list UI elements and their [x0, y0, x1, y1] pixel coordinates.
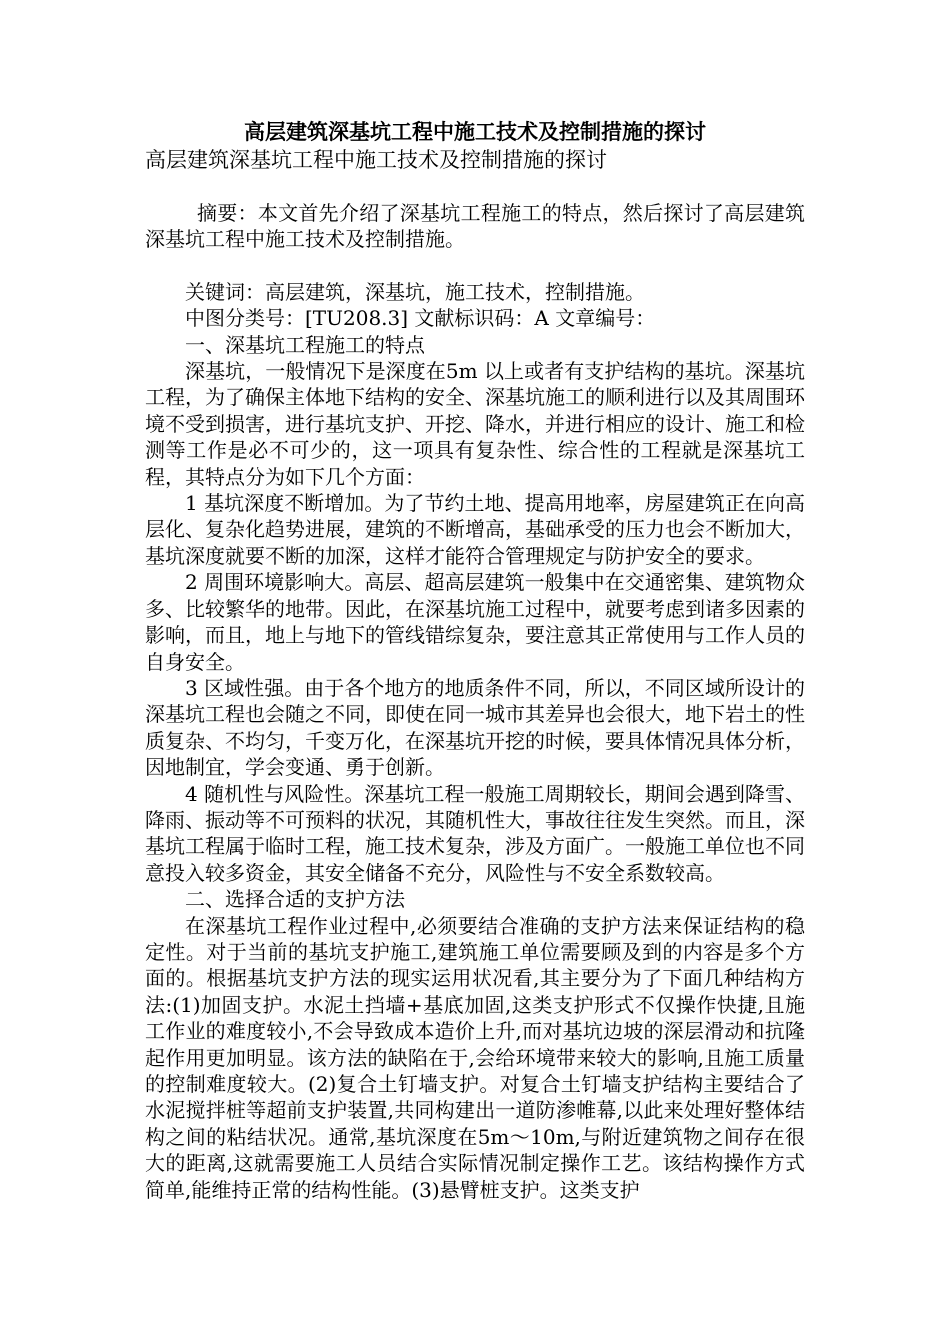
document-page — [145, 118, 805, 1203]
point-1-paragraph: 1 基坑深度不断增加。为了节约土地、提高用地率，房屋建筑正在向高层化、复杂化趋势进展，建筑的不断增高，基础承受的压力也会不断加大，基坑深度就要不断的加深，这样才能符合管理规定与防护安全的要求。 — [145, 491, 805, 568]
keywords-line: 关键词：高层建筑，深基坑，施工技术，控制措施。 — [185, 279, 645, 304]
spacer — [145, 174, 805, 200]
document-title: 高层建筑深基坑工程中施工技术及控制措施的探讨 — [244, 119, 706, 144]
point-4-paragraph: 4 随机性与风险性。深基坑工程一般施工周期较长，期间会遇到降雪、降雨、振动等不可预料的状况，其随机性大，事故往往发生突然。而且，深基坑工程属于临时工程，施工技术复杂，涉及方面广。一般施工单位也不同意投入较多资金，其安全储备不充分，风险性与不安全系数较高。 — [145, 781, 805, 885]
point-2-paragraph: 2 周围环境影响大。高层、超高层建筑一般集中在交通密集、建筑物众多、比较繁华的地带。因此，在深基坑施工过程中，就要考虑到诸多因素的影响，而且，地上与地下的管线错综复杂，要注意其正常使用与工作人员的自身安全。 — [145, 570, 805, 674]
abstract-paragraph: 摘要：本文首先介绍了深基坑工程施工的特点，然后探讨了高层建筑深基坑工程中施工技术及控制措施。 — [145, 201, 805, 252]
section-heading-2: 二、选择合适的支护方法 — [185, 887, 405, 912]
document-subtitle: 高层建筑深基坑工程中施工技术及控制措施的探讨 — [145, 148, 607, 172]
section1-intro-paragraph: 深基坑，一般情况下是深度在5m 以上或者有支护结构的基坑。深基坑工程，为了确保主体地下结构的安全、深基坑施工的顺利进行以及其周围环境不受到损害，进行基坑支护、开挖、降水，并进行相应的设计、施工和检测等工作是必不可少的，这一项具有复杂性、综合性的工程就是深基坑工程，其特点分为如下几个方面： — [145, 359, 805, 489]
spacer — [145, 253, 805, 279]
section2-body-paragraph: 在深基坑工程作业过程中,必须要结合准确的支护方法来保证结构的稳定性。对于当前的基坑支护施工,建筑施工单位需要顾及到的内容是多个方面的。根据基坑支护方法的现实运用状况看,其主要分为了下面几种结构方法:(1)加固支护。水泥土挡墙+基底加固,这类支护形式不仅操作快捷,且施工作业的难度较小,不会导致成本造价上升,而对基坑边坡的深层滑动和抗隆起作用更加明显。该方法的缺陷在于,会给环境带来较大的影响,且施工质量的控制难度较大。(2)复合土钉墙支护。对复合土钉墙支护结构主要结合了水泥搅拌桩等超前支护装置,共同构建出一道防渗帷幕,以此来处理好整体结构之间的粘结状况。通常,基坑深度在5m～10m,与附近建筑物之间存在很大的距离,这就需要施工人员结合实际情况制定操作工艺。该结构操作方式简单,能维持正常的结构性能。(3)悬臂桩支护。这类支护 — [145, 913, 805, 1202]
point-3-paragraph: 3 区域性强。由于各个地方的地质条件不同，所以，不同区域所设计的深基坑工程也会随之不同，即使在同一城市其差异也会很大，地下岩土的性质复杂、不均匀，千变万化，在深基坑开挖的时候，要具体情况具体分析，因地制宜，学会变通、勇于创新。 — [145, 675, 805, 780]
classification-line: 中图分类号：[TU208.3] 文献标识码：A 文章编号： — [185, 306, 656, 331]
section-heading-1: 一、深基坑工程施工的特点 — [185, 332, 425, 357]
